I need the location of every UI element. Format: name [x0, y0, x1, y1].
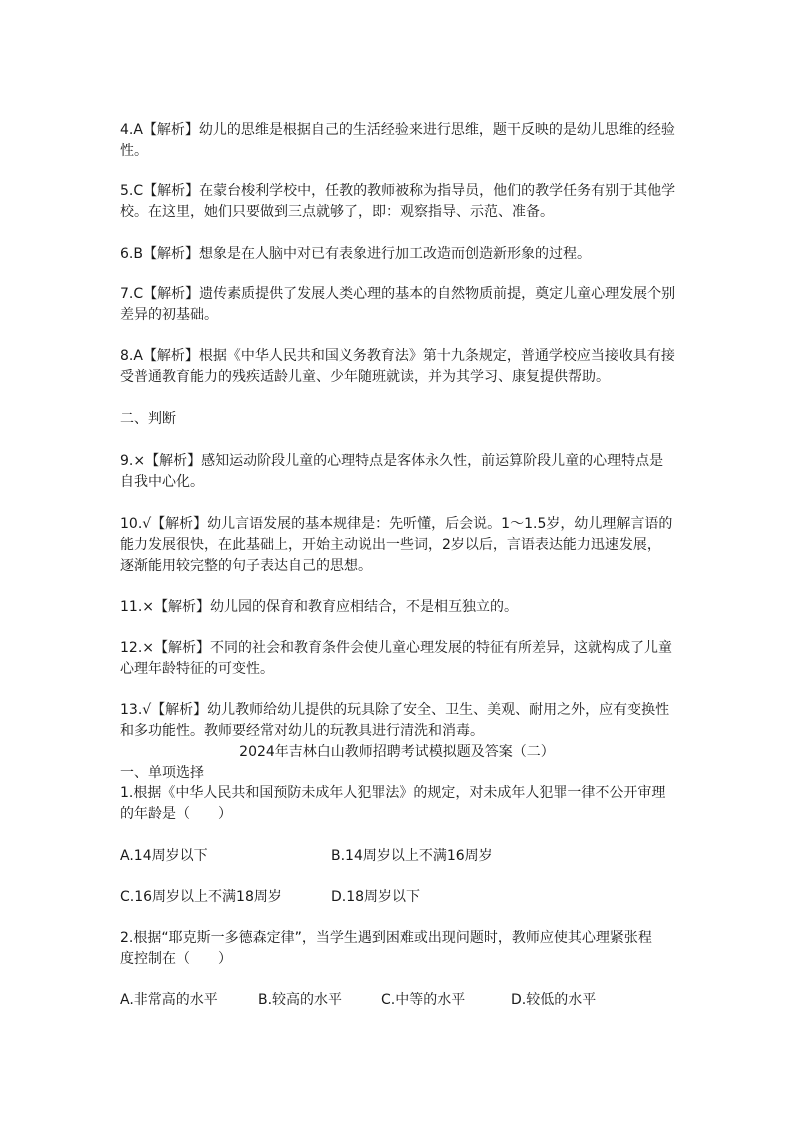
q1-option-a: A.14周岁以下 [120, 848, 208, 864]
answer-8-line2: 受普通教育能力的残疾适龄儿童、少年随班就读，并为其学习、康复提供帮助。 [120, 369, 610, 385]
judge-13-line2: 和多功能性。教师要经常对幼儿的玩教具进行清洗和消毒。 [120, 723, 484, 739]
judge-9-line2: 自我中心化。 [120, 474, 204, 490]
answer-6 [120, 244, 676, 265]
judge-13 [120, 700, 676, 742]
answer-5-line2: 校。在这里，她们只要做到三点就够了，即：观察指导、示范、准备。 [120, 204, 554, 220]
judge-12 [120, 638, 676, 680]
judge-11-line1: 11.×【解析】幼儿园的保育和教育应相结合，不是相互独立的。 [120, 599, 518, 615]
answer-8-line1: 8.A【解析】根据《中华人民共和国义务教育法》第十九条规定，普通学校应当接收具有接 [120, 348, 675, 364]
q2-option-a: A.非常高的水平 [120, 992, 218, 1008]
section-judge-heading [120, 409, 676, 430]
answer-4 [120, 120, 676, 162]
q1-option-c: C.16周岁以上不满18周岁 [120, 889, 282, 905]
judge-10-line2: 能力发展很快，在此基础上，开始主动说出一些词，2岁以后，言语表达能力迅速发展， [120, 537, 661, 553]
judge-11 [120, 597, 676, 618]
answer-5-line1: 5.C【解析】在蒙台梭利学校中，任教的教师被称为指导员，他们的教学任务有别于其他学 [120, 183, 676, 199]
question-2-line2: 度控制在（ ） [120, 951, 232, 967]
judge-9 [120, 451, 676, 493]
judge-10-line1: 10.√【解析】幼儿言语发展的基本规律是：先听懂，后会说。1～1.5岁，幼儿理解言语的 [120, 516, 673, 532]
answer-8 [120, 346, 676, 388]
judge-9-line1: 9.×【解析】感知运动阶段儿童的心理特点是客体永久性，前运算阶段儿童的心理特点是 [120, 453, 664, 469]
answer-4-line1: 4.A【解析】幼儿的思维是根据自己的生活经验来进行思维，题干反映的是幼儿思维的经验 [120, 122, 675, 138]
q2-option-b: B.较高的水平 [258, 992, 343, 1008]
section-single-heading [120, 763, 676, 784]
q2-option-d: D.较低的水平 [511, 992, 597, 1008]
q2-option-c: C.中等的水平 [381, 992, 466, 1008]
section-judge-label: 二、判断 [120, 411, 176, 427]
answer-6-line1: 6.B【解析】想象是在人脑中对已有表象进行加工改造而创造新形象的过程。 [120, 246, 591, 262]
answer-5 [120, 181, 676, 223]
answer-7-line2: 差异的初基础。 [120, 307, 218, 323]
judge-10-line3: 逐渐能用较完整的句子表达自己的思想。 [120, 558, 372, 574]
q1-option-d: D.18周岁以下 [331, 889, 421, 905]
answer-7-line1: 7.C【解析】遗传素质提供了发展人类心理的基本的自然物质前提，奠定儿童心理发展个别 [120, 286, 676, 302]
answer-4-line2: 性。 [120, 143, 148, 159]
judge-12-line1: 12.×【解析】不同的社会和教育条件会使儿童心理发展的特征有所差异，这就构成了儿童 [120, 640, 672, 656]
question-1 [120, 783, 676, 825]
exam-title: 2024年吉林白山教师招聘考试模拟题及答案（二） [239, 744, 555, 760]
question-1-line1: 1.根据《中华人民共和国预防未成年人犯罪法》的规定，对未成年人犯罪一律不公开审理 [120, 785, 666, 801]
section-single-label: 一、单项选择 [120, 765, 204, 781]
answer-7 [120, 284, 676, 326]
question-1-line2: 的年龄是（ ） [120, 806, 232, 822]
judge-10 [120, 514, 676, 577]
q1-option-b: B.14周岁以上不满16周岁 [331, 848, 493, 864]
judge-13-line1: 13.√【解析】幼儿教师给幼儿提供的玩具除了安全、卫生、美观、耐用之外，应有变换性 [120, 702, 670, 718]
question-2-line1: 2.根据“耶克斯一多德森定律”，当学生遇到困难或出现问题时，教师应使其心理紧张程 [120, 930, 652, 946]
judge-12-line2: 心理年龄特征的可变性。 [120, 661, 274, 677]
question-2 [120, 928, 676, 970]
